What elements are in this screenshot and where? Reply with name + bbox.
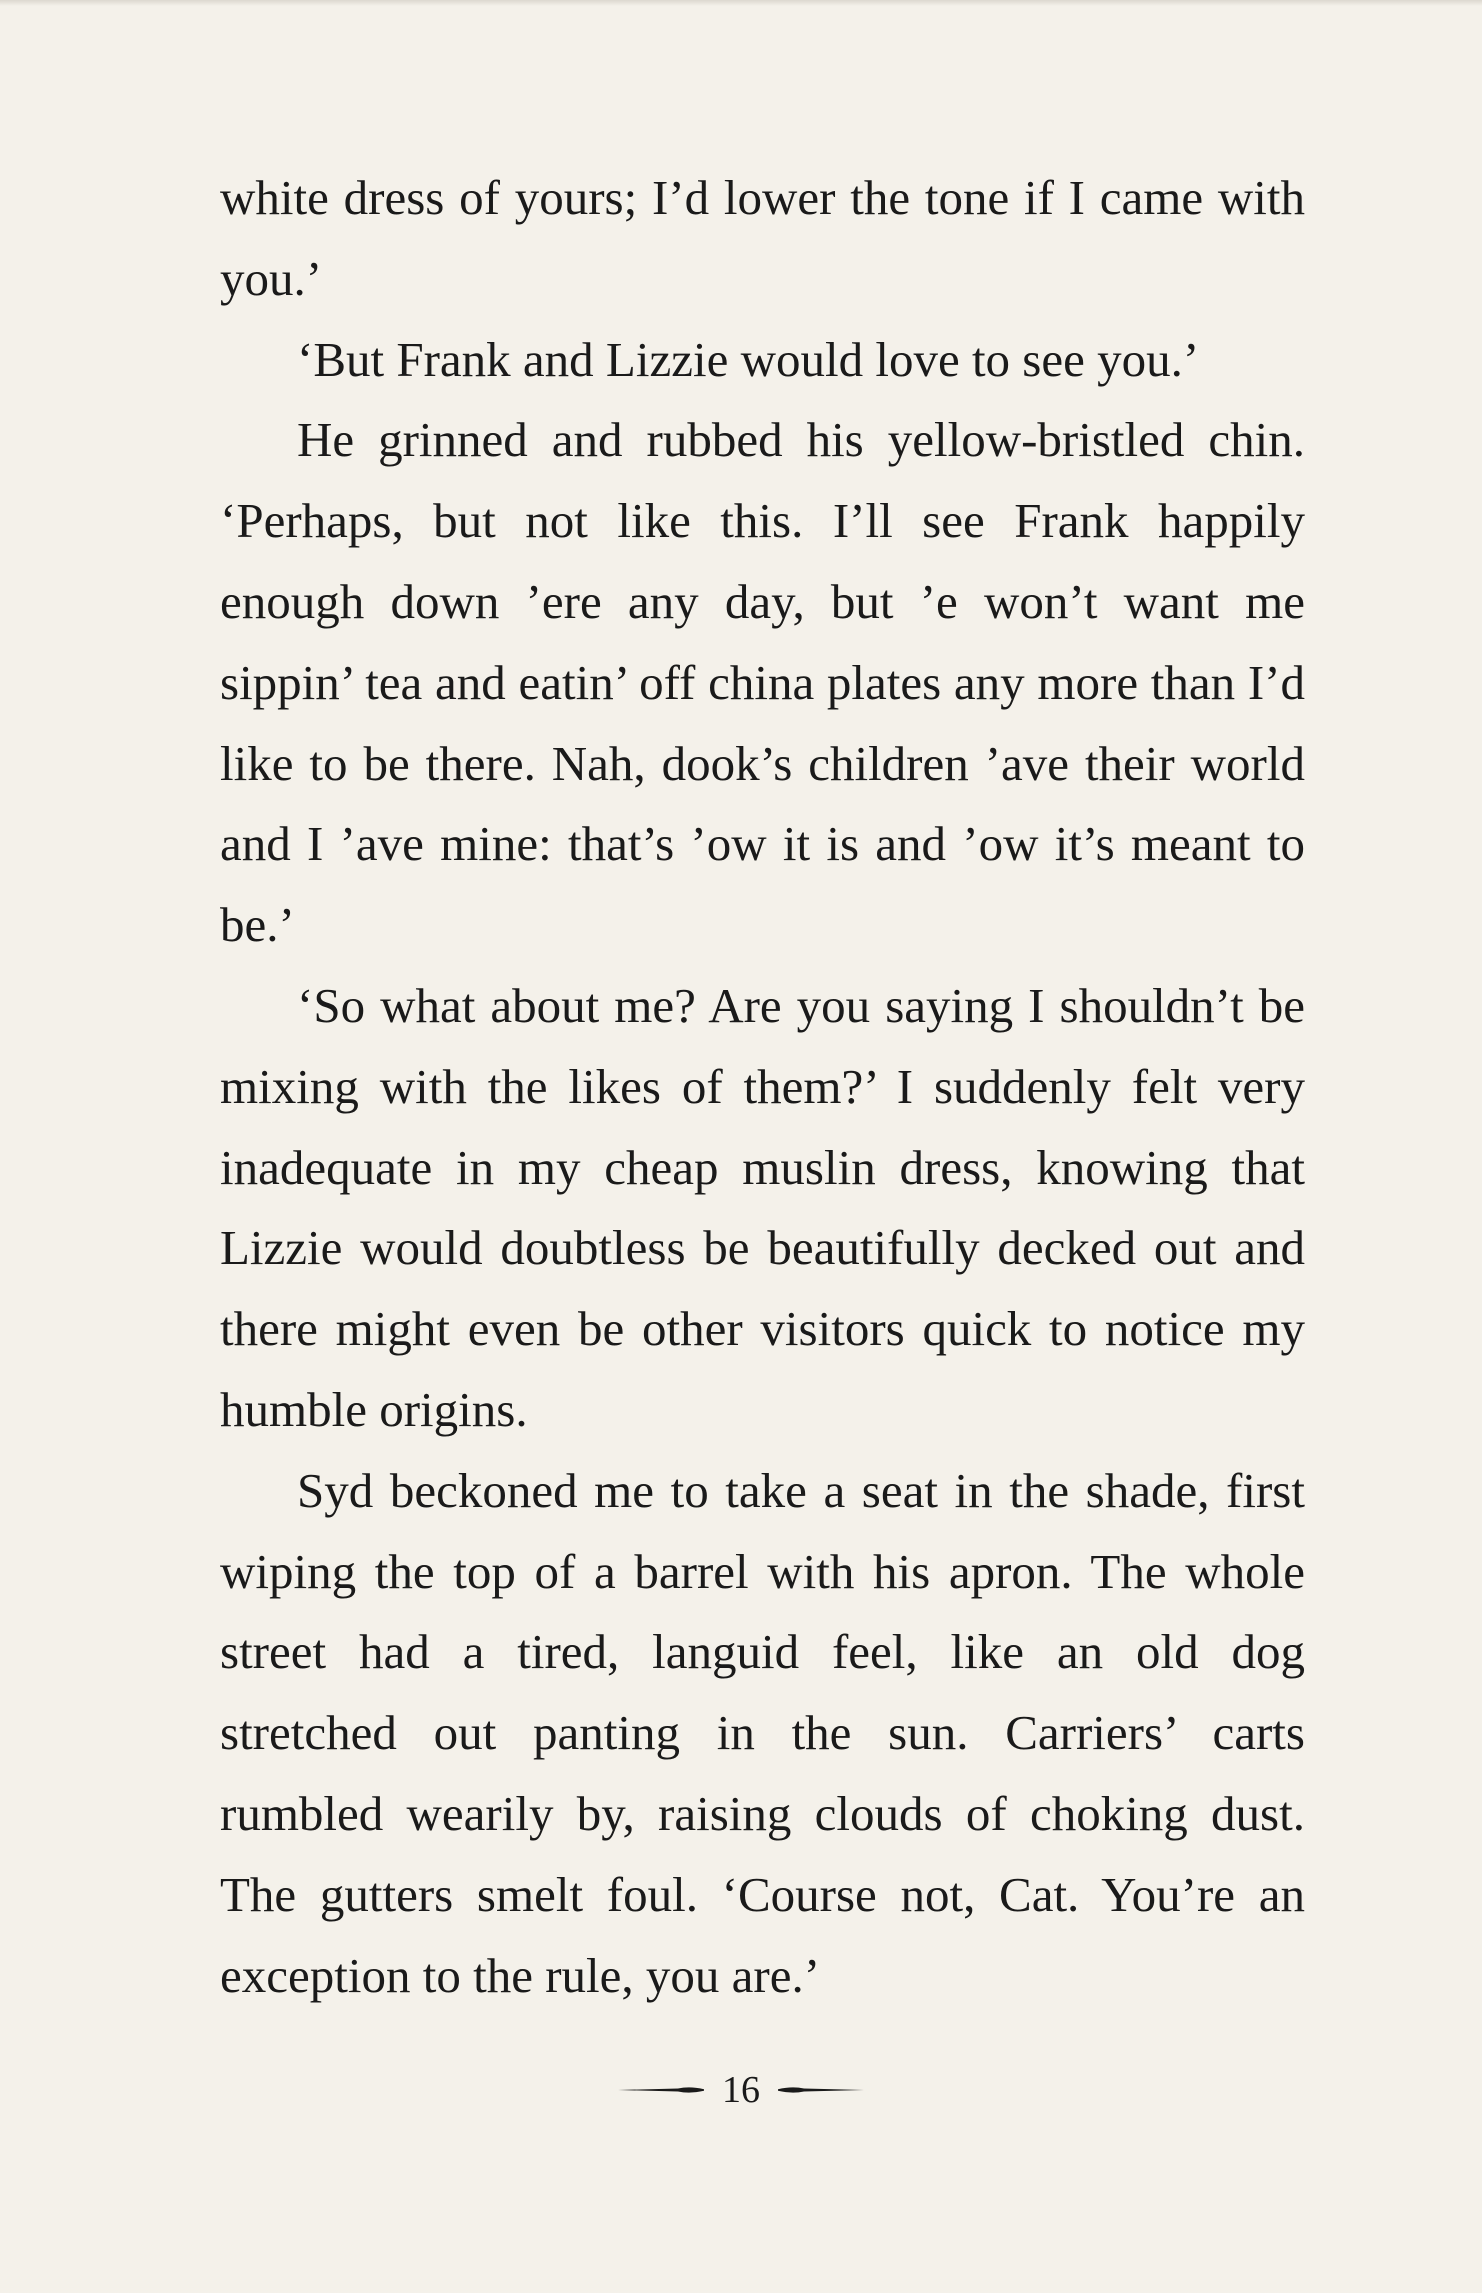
paragraph: ‘So what about me? Are you saying I shouldn’t be mixing with the likes of them?’ I suddenly felt very inadequate in my cheap muslin dress, knowing that Lizzie would doubtless be beautifully decked out and there might even be other visitors quick to notice my humble origins. <box>220 977 1305 1437</box>
body-text <box>220 158 1305 2016</box>
paragraph: He grinned and rubbed his yellow-bristled chin. ‘Perhaps, but not like this. I’ll see Frank happily enough down ’ere any day, but ’e won’t want me sippin’ tea and eatin’ off china plates any more than I’d like to be there. Nah, dook’s children ’ave their world and I ’ave mine: that’s ’ow it is and ’ow it’s meant to be.’ <box>220 412 1305 953</box>
tapered-rule-ornament-right-icon <box>776 2082 864 2098</box>
page-folio <box>0 2060 1482 2120</box>
paragraph-continued: white dress of yours; I’d lower the tone if I came with you.’ <box>220 170 1305 306</box>
tapered-rule-ornament-left-icon <box>618 2082 706 2098</box>
paragraph: ‘But Frank and Lizzie would love to see you.’ <box>297 331 1200 387</box>
page-number: 16 <box>722 2069 760 2111</box>
page-top-edge <box>0 0 1482 6</box>
paragraph: Syd beckoned me to take a seat in the shade, first wiping the top of a barrel with his apron. The whole street had a tired, languid feel, like an old dog stretched out panting in the sun. Carriers’ carts rumbled wearily by, raising clouds of choking dust. The gutters smelt foul. ‘Course not, Cat. You’re an exception to the rule, you are.’ <box>220 1462 1305 2003</box>
